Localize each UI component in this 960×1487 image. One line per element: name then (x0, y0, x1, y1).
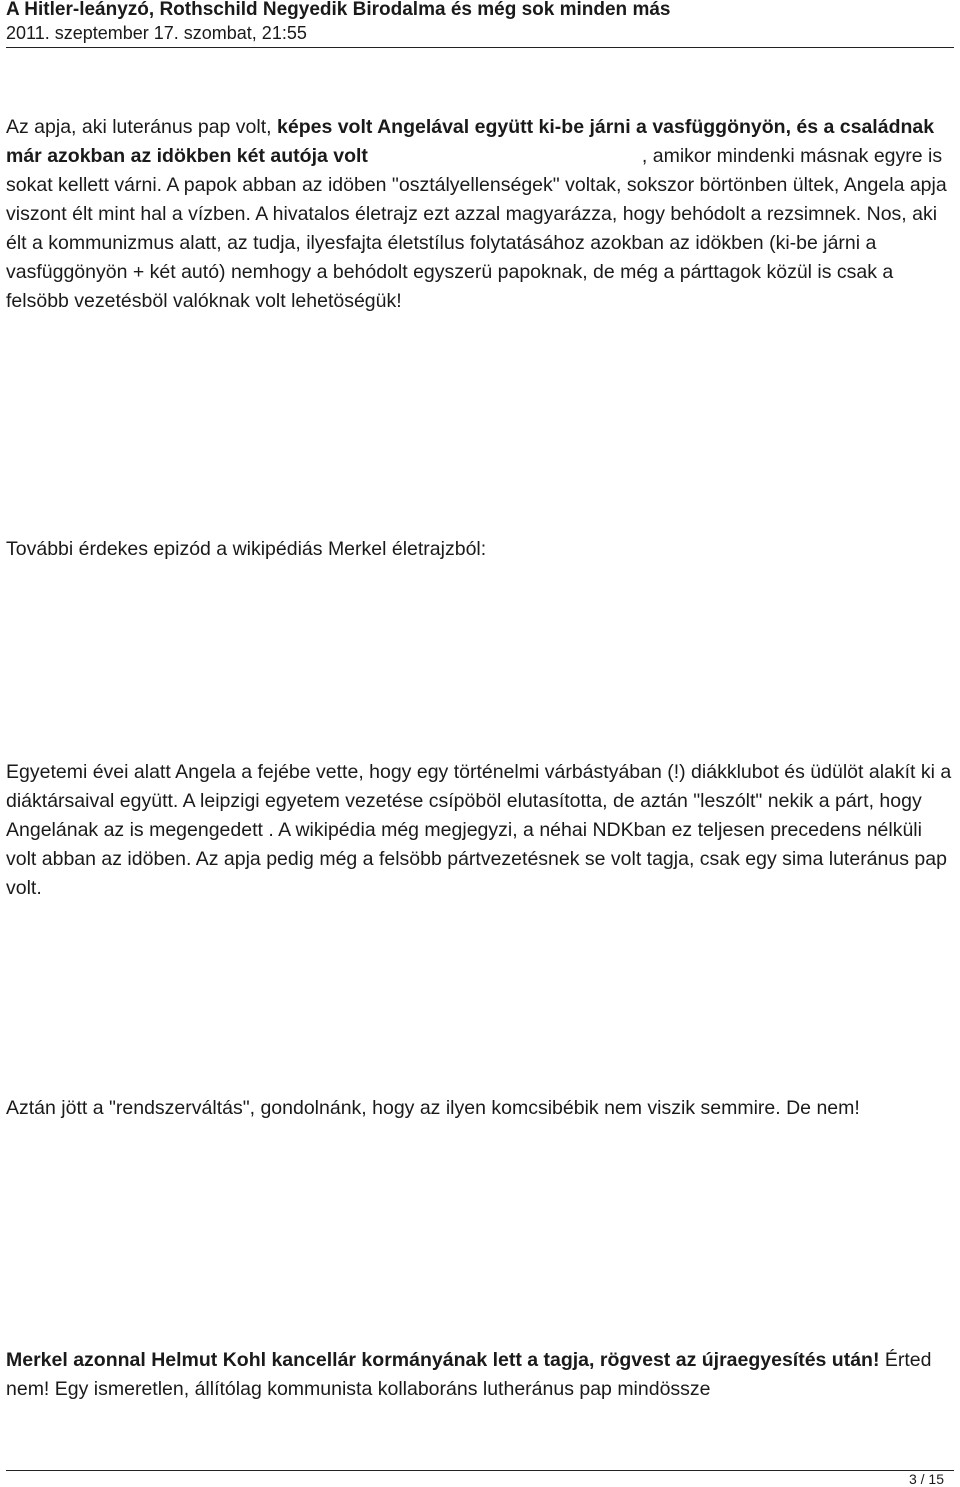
document-date: 2011. szeptember 17. szombat, 21:55 (6, 23, 307, 43)
paragraph-text: , amikor mindenki másnak egyre is sokat kellett várni. A papok abban az idöben "osztályellenségek" voltak, sokszor börtönben ültek, Angela apja viszont élt mint hal a vízben. A hivatalos életrajz ezt azzal magyarázza, hogy behódolt a rezsimnek. Nos, aki élt a kommunizmus alatt, az tudja, ilyesfajta életstílus folytatásához azokban az idökben (ki-be járni a vasfüggönyön + két autó) nemhogy a behódolt egyszerü papoknak, de még a párttagok közül is csak a felsöbb vezetésböl valóknak volt lehetöségük! (6, 145, 947, 312)
paragraph-bold-text: Merkel azonnal Helmut Kohl kancellár kormányának lett a tagja, rögvest az újraegyesítés után! (6, 1349, 880, 1371)
paragraph-text: Az apja, aki luteránus pap volt, (6, 116, 277, 138)
document-header (6, 0, 954, 44)
header-divider (6, 47, 954, 48)
document-title: A Hitler-leányzó, Rothschild Negyedik Birodalma és még sok minden más (6, 0, 671, 20)
paragraph-text: Érted nem! Egy ismeretlen, állítólag kommunista kollaboráns lutheránus pap mindössze (6, 1349, 932, 1400)
paragraph-episode-intro: További érdekes epizód a wikipédiás Merkel életrajzból: (6, 538, 487, 560)
paragraph-kohl-government (6, 1346, 954, 1404)
paragraph-regime-change: Aztán jött a "rendszerváltás", gondolnánk, hogy az ilyen komcsibébik nem viszik semmire. De nem! (6, 1097, 860, 1119)
footer-divider (6, 1470, 954, 1471)
paragraph-university: Egyetemi évei alatt Angela a fejébe vette, hogy egy történelmi várbástyában (!) diákklubot és üdülöt alakít ki a diáktársaival együtt. A leipzigi egyetem vezetése csípöböl elutasította, de aztán "leszólt" nekik a párt, hogy Angelának az is megengedett . A wikipédia még megjegyzi, a néhai NDKban ez teljesen precedens nélküli volt abban az idöben. Az apja pedig még a felsöbb pártvezetésnek se volt tagja, csak egy sima luteránus pap volt. (6, 761, 952, 899)
paragraph-bold-text: képes volt Angelával együtt ki-be járni a vasfüggönyön, és a családnak már azokban az idökben két autója volt (6, 116, 935, 167)
page-number: 3 / 15 (908, 1471, 944, 1487)
paragraph-father (6, 113, 954, 316)
